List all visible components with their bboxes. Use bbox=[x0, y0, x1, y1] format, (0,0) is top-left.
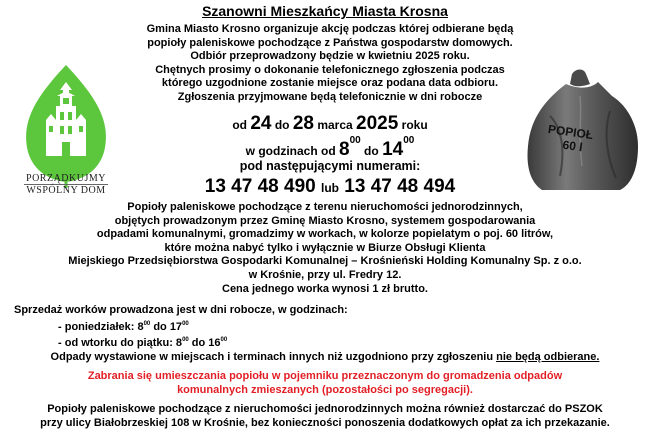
intro-line: Chętnych prosimy o dokonanie telefonicznego zgłoszenia podczas bbox=[155, 63, 505, 76]
logo-text bbox=[10, 173, 122, 196]
dates-year: 2025 bbox=[356, 113, 399, 134]
info-line: Popioły paleniskowe pochodzące z terenu nieruchomości jednorodzinnych, bbox=[127, 201, 523, 213]
intro-line: Zgłoszenia przyjmowane będą telefonicznie w dni robocze bbox=[177, 90, 483, 103]
info-line: odpadami komunalnymi, gromadzimy w workach, w kolorze popielatym o poj. 60 litrów, bbox=[96, 228, 554, 241]
bag-label-1: POPIOŁ bbox=[547, 121, 594, 143]
dates-roku: roku bbox=[401, 118, 428, 132]
sale-monday-from-m: 00 bbox=[143, 320, 151, 327]
sale-monday-to-m: 00 bbox=[182, 320, 189, 327]
hours-to-m: 00 bbox=[403, 135, 415, 146]
leaf-town-hall-icon bbox=[16, 60, 116, 190]
logo-line-2: WSPÓLNY DOM bbox=[26, 185, 106, 196]
dates-month: marca bbox=[317, 118, 353, 132]
phone-numbers bbox=[140, 176, 520, 198]
dates-do: do bbox=[274, 118, 290, 132]
intro-line: Odbiór przeprowadzony będzie w kwietniu 2025 roku. bbox=[190, 50, 470, 63]
page-title: Szanowni Mieszkańcy Miasta Krosna bbox=[202, 3, 448, 19]
bag-sale-hours bbox=[14, 304, 434, 351]
notice-underlined: nie będą odbierane. bbox=[496, 351, 600, 363]
bag-label-2: 60 l bbox=[561, 137, 584, 155]
footer-paragraph bbox=[0, 402, 650, 430]
reporting-hours bbox=[150, 135, 510, 161]
sale-weekdays-label: - od wtorku do piątku: 8 bbox=[58, 337, 183, 350]
intro-paragraph bbox=[95, 23, 565, 105]
hours-from-h: 8 bbox=[339, 139, 350, 160]
sale-weekdays-to-m: 00 bbox=[220, 337, 228, 344]
sale-monday bbox=[14, 318, 434, 335]
hours-prefix: w godzinach od bbox=[245, 144, 336, 158]
warning-paragraph bbox=[60, 370, 590, 397]
warning-line: komunalnych zmieszanych (pozostałości po segregacji). bbox=[177, 383, 473, 396]
phone-first[interactable]: 13 47 48 490 bbox=[204, 176, 316, 197]
sale-monday-do: do 17 bbox=[150, 320, 183, 333]
dates-day-to: 28 bbox=[292, 113, 314, 134]
footer-line: przy ulicy Białobrzeskiej 108 w Krośnie, bez konieczności ponoszenia dodatkowych opłat za ich przekazanie. bbox=[40, 417, 610, 429]
sale-weekdays-from-m: 00 bbox=[182, 337, 189, 344]
info-line: objętych prowadzonym przez Gminę Miasto Krosno, systemem gospodarowania bbox=[114, 214, 536, 227]
phones-lub: lub bbox=[321, 181, 339, 195]
numbers-label: pod następującymi numerami: bbox=[239, 159, 421, 173]
collection-notice bbox=[0, 351, 650, 363]
footer-line: Popioły paleniskowe pochodzące z nieruchomości jednorodzinnych można również dostarczać do PSZOK bbox=[47, 403, 603, 415]
notice-text: Odpady wystawione w miejscach i terminach innych niż uzgodniono przy zgłoszeniu bbox=[50, 351, 494, 363]
reporting-dates bbox=[150, 113, 510, 135]
sale-weekdays bbox=[14, 334, 434, 351]
logo-line-1: PORZĄDKUJMY bbox=[26, 173, 106, 184]
sale-weekdays-do: do 16 bbox=[188, 337, 221, 350]
info-line: w Krośnie, przy ul. Fredry 12. bbox=[248, 268, 402, 281]
info-line: Cena jednego worka wynosi 1 zł brutto. bbox=[222, 282, 428, 295]
dates-od: od bbox=[232, 118, 247, 132]
info-line: Miejskiego Przedsiębiorstwa Gospodarki Komunalnej – Krośnieński Holding Komunalny Sp. z o.o. bbox=[68, 255, 582, 268]
collection-info-paragraph bbox=[0, 201, 650, 296]
info-line: które można nabyć tylko i wyłącznie w Biurze Obsługi Klienta bbox=[164, 241, 486, 254]
hours-from-m: 00 bbox=[349, 135, 361, 146]
intro-line: którego uzgodnione zostanie miejsce oraz podana data odbioru. bbox=[161, 77, 499, 90]
intro-line: popioły paleniskowe pochodzące z Państwa gospodarstw domowych. bbox=[147, 36, 513, 49]
sale-monday-label: - poniedziałek: 8 bbox=[58, 320, 144, 333]
sale-intro: Sprzedaż worków prowadzona jest w dni robocze, w godzinach: bbox=[14, 304, 348, 316]
hours-do: do bbox=[364, 144, 379, 158]
trash-bag-icon bbox=[520, 66, 645, 196]
phone-second[interactable]: 13 47 48 494 bbox=[344, 176, 456, 197]
hours-to-h: 14 bbox=[382, 139, 404, 160]
dates-day-from: 24 bbox=[250, 113, 272, 134]
intro-line: Gmina Miasto Krosno organizuje akcję podczas której odbierane będą bbox=[146, 23, 514, 35]
warning-line: Zabrania się umieszczania popiołu w pojemniku przeznaczonym do gromadzenia odpadów bbox=[87, 370, 563, 382]
